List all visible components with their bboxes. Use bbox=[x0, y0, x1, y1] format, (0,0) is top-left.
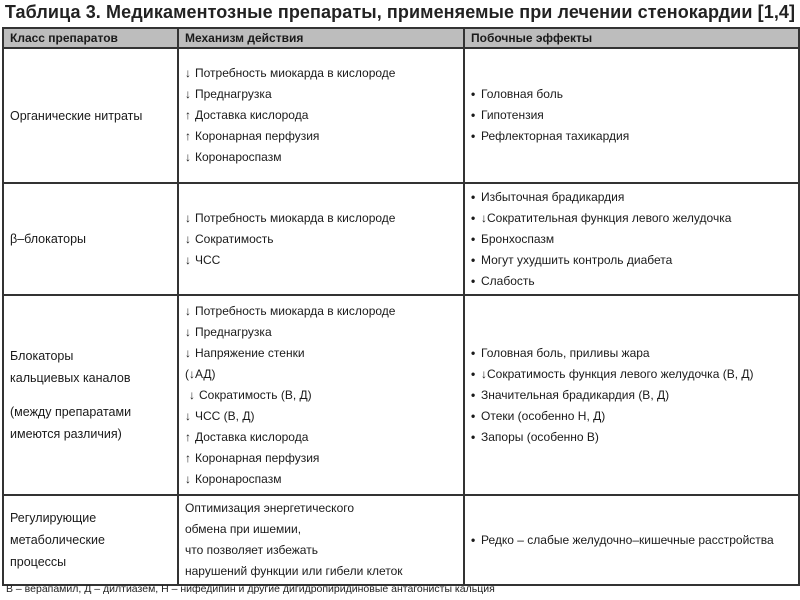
mechanism-text: Сократимость bbox=[195, 231, 274, 246]
side-effect-item bbox=[471, 187, 792, 208]
table-row bbox=[3, 295, 799, 495]
mechanism-text: Коронарная перфузия bbox=[195, 450, 320, 465]
drug-class-cell bbox=[3, 48, 178, 183]
drug-table bbox=[2, 27, 800, 586]
side-effect-item bbox=[471, 250, 792, 271]
side-effect-text: Гипотензия bbox=[481, 108, 544, 122]
mechanism-line bbox=[185, 229, 457, 250]
mechanism-line bbox=[185, 250, 457, 271]
bullet-icon: • bbox=[471, 366, 476, 381]
bullet-icon: • bbox=[471, 129, 476, 143]
bullet-icon: • bbox=[471, 408, 476, 423]
mechanism-line bbox=[185, 105, 457, 126]
side-effects-cell bbox=[464, 295, 799, 495]
drug-class-line: метаболические bbox=[10, 533, 105, 547]
mechanism-line bbox=[185, 427, 457, 448]
arrow-down-icon: ↓ bbox=[185, 150, 191, 164]
mechanism-cell bbox=[178, 295, 464, 495]
mechanism-line bbox=[185, 322, 457, 343]
arrow-down-icon: ↓ bbox=[185, 210, 191, 225]
side-effect-item bbox=[471, 406, 792, 427]
mechanism-text: Коронароспазм bbox=[195, 471, 282, 486]
side-effect-text: Могут ухудшить контроль диабета bbox=[481, 252, 673, 267]
mechanism-text: Коронарная перфузия bbox=[195, 129, 320, 143]
drug-class-line: процессы bbox=[10, 555, 67, 569]
bullet-icon: • bbox=[471, 273, 476, 288]
drug-class-line: (между препаратами bbox=[10, 405, 132, 419]
arrow-up-icon: ↑ bbox=[185, 129, 191, 143]
side-effect-item bbox=[471, 105, 792, 126]
mechanism-text: нарушений функции или гибели клеток bbox=[185, 564, 403, 578]
side-effect-item bbox=[471, 385, 792, 406]
drug-class-cell bbox=[3, 183, 178, 295]
mechanism-line bbox=[185, 364, 457, 385]
mechanism-line bbox=[185, 448, 457, 469]
bullet-icon: • bbox=[471, 429, 476, 444]
arrow-up-icon: ↑ bbox=[185, 429, 191, 444]
side-effect-text: Слабость bbox=[481, 273, 535, 288]
mechanism-line bbox=[185, 208, 457, 229]
arrow-down-icon: ↓ bbox=[185, 345, 191, 360]
mechanism-line bbox=[185, 63, 457, 84]
bullet-icon: • bbox=[471, 87, 476, 101]
mechanism-text: обмена при ишемии, bbox=[185, 522, 302, 536]
table-row bbox=[3, 48, 799, 183]
mechanism-text: Напряжение стенки bbox=[195, 345, 305, 360]
bullet-icon: • bbox=[471, 210, 476, 225]
side-effects-cell bbox=[464, 495, 799, 585]
header-class: Класс препаратов bbox=[3, 28, 178, 48]
bullet-icon: • bbox=[471, 108, 476, 122]
drug-class-line: β–блокаторы bbox=[10, 232, 87, 246]
side-effect-text: ↓Сократительная функция левого желудочка bbox=[481, 210, 732, 225]
mechanism-text: Доставка кислорода bbox=[195, 429, 309, 444]
drug-class-line: Блокаторы bbox=[10, 349, 74, 363]
mechanism-text: Коронароспазм bbox=[195, 150, 282, 164]
mechanism-text: Преднагрузка bbox=[195, 87, 272, 101]
arrow-down-icon: ↓ bbox=[185, 66, 191, 80]
arrow-down-icon: ↓ bbox=[185, 324, 191, 339]
header-mechanism: Механизм действия bbox=[178, 28, 464, 48]
table-header-row bbox=[3, 28, 799, 48]
mechanism-cell bbox=[178, 495, 464, 585]
side-effect-text: Избыточная брадикардия bbox=[481, 189, 625, 204]
mechanism-line bbox=[185, 385, 457, 406]
mechanism-text: Оптимизация энергетического bbox=[185, 501, 355, 515]
arrow-down-icon: ↓ bbox=[185, 303, 191, 318]
mechanism-text: Доставка кислорода bbox=[195, 108, 309, 122]
side-effect-item bbox=[471, 126, 792, 147]
table-row bbox=[3, 183, 799, 295]
side-effect-item bbox=[471, 427, 792, 448]
mechanism-line bbox=[185, 126, 457, 147]
drug-class-line: кальциевых каналов bbox=[10, 371, 131, 385]
arrow-down-icon: ↓ bbox=[189, 387, 195, 402]
table-title: Таблица 3. Медикаментозные препараты, применяемые при лечении стенокардии [1,4] bbox=[4, 2, 796, 22]
side-effect-item bbox=[471, 271, 792, 292]
side-effect-text: Запоры (особенно В) bbox=[481, 429, 599, 444]
arrow-down-icon: ↓ bbox=[185, 471, 191, 486]
footnote: В – верапамил, Д – дилтиазем, Н – нифедипин и другие дигидропиридиновые антагонисты кальция bbox=[6, 583, 495, 595]
mechanism-text: (↓АД) bbox=[185, 366, 216, 381]
arrow-up-icon: ↑ bbox=[185, 450, 191, 465]
line-gap bbox=[10, 389, 171, 401]
side-effects-cell bbox=[464, 48, 799, 183]
drug-class-cell bbox=[3, 295, 178, 495]
mechanism-cell bbox=[178, 48, 464, 183]
header-side-effects: Побочные эффекты bbox=[464, 28, 799, 48]
side-effect-item bbox=[471, 208, 792, 229]
bullet-icon: • bbox=[471, 189, 476, 204]
mechanism-text: ЧСС (В, Д) bbox=[195, 408, 255, 423]
arrow-down-icon: ↓ bbox=[185, 231, 191, 246]
side-effect-text: Головная боль, приливы жара bbox=[481, 345, 650, 360]
side-effect-item bbox=[471, 364, 792, 385]
mechanism-line bbox=[185, 147, 457, 168]
side-effect-item bbox=[471, 343, 792, 364]
side-effect-text: Головная боль bbox=[481, 87, 563, 101]
mechanism-cell bbox=[178, 183, 464, 295]
arrow-up-icon: ↑ bbox=[185, 108, 191, 122]
mechanism-text: Потребность миокарда в кислороде bbox=[195, 303, 396, 318]
bullet-icon: • bbox=[471, 345, 476, 360]
arrow-down-icon: ↓ bbox=[185, 87, 191, 101]
side-effects-cell bbox=[464, 183, 799, 295]
side-effect-text: Рефлекторная тахикардия bbox=[481, 129, 630, 143]
mechanism-text: что позволяет избежать bbox=[185, 543, 318, 557]
mechanism-line bbox=[185, 469, 457, 490]
side-effect-item bbox=[471, 530, 792, 551]
side-effect-text: Значительная брадикардия (В, Д) bbox=[481, 387, 670, 402]
arrow-down-icon: ↓ bbox=[185, 408, 191, 423]
bullet-icon: • bbox=[471, 252, 476, 267]
mechanism-text: Потребность миокарда в кислороде bbox=[195, 66, 396, 80]
side-effect-text: Редко – слабые желудочно–кишечные расстройства bbox=[481, 532, 774, 547]
mechanism-line bbox=[185, 406, 457, 427]
mechanism-text: Сократимость (В, Д) bbox=[199, 387, 312, 402]
side-effect-item bbox=[471, 229, 792, 250]
mechanism-line bbox=[185, 343, 457, 364]
bullet-icon: • bbox=[471, 231, 476, 246]
drug-class-line: имеются различия) bbox=[10, 427, 122, 441]
side-effect-text: ↓Сократимость функция левого желудочка (В, Д) bbox=[481, 366, 754, 381]
drug-class-line: Органические нитраты bbox=[10, 108, 143, 123]
table-row bbox=[3, 495, 799, 585]
mechanism-line bbox=[185, 84, 457, 105]
drug-class-line: Регулирующие bbox=[10, 511, 97, 525]
bullet-icon: • bbox=[471, 387, 476, 402]
mechanism-text: Потребность миокарда в кислороде bbox=[195, 210, 396, 225]
mechanism-text: ЧСС bbox=[195, 252, 221, 267]
bullet-icon: • bbox=[471, 532, 476, 547]
drug-class-cell bbox=[3, 495, 178, 585]
arrow-down-icon: ↓ bbox=[185, 252, 191, 267]
side-effect-item bbox=[471, 84, 792, 105]
side-effect-text: Бронхоспазм bbox=[481, 231, 555, 246]
mechanism-line bbox=[185, 301, 457, 322]
side-effect-text: Отеки (особенно Н, Д) bbox=[481, 408, 606, 423]
mechanism-text: Преднагрузка bbox=[195, 324, 272, 339]
